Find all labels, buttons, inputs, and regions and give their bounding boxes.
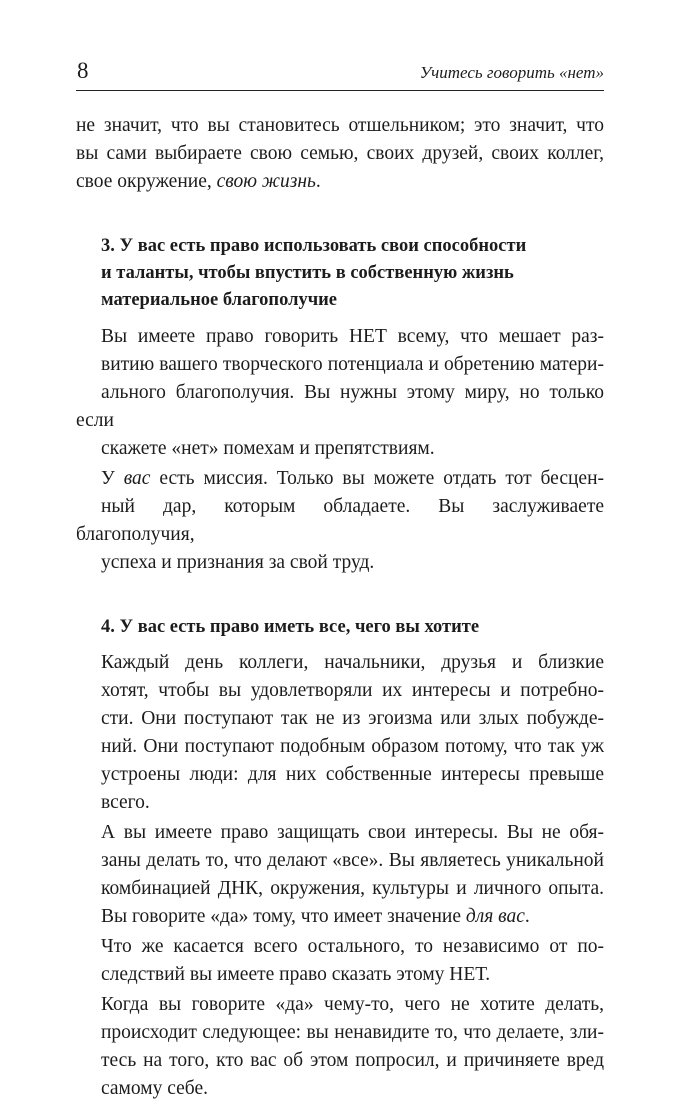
section-4-paragraph-4 [76,991,604,1103]
intro-paragraph [76,112,604,196]
heading-line: и таланты, чтобы впустить в собственную жизнь [101,263,514,283]
text-line: Вы имеете право говорить НЕТ всему, что мешает раз- [101,326,604,347]
text-line [76,903,604,931]
heading-line: 4. У вас есть право иметь все, чего вы хотите [101,617,480,637]
text-line: ального благополучия. Вы нужны этому миру, но только если [76,382,604,431]
emphasis-text: свою жизнь [216,171,316,192]
text-run: У [101,468,124,489]
section-4-heading [76,614,604,641]
section-4-paragraph-3 [76,933,604,989]
text-line: Каждый день коллеги, начальники, друзья и близкие [101,652,604,673]
emphasis-text: для вас [465,906,525,927]
text-line: ный дар, которым обладаете. Вы заслуживаете благополучия, [76,496,604,545]
text-line [76,168,604,196]
text-line: А вы имеете право защищать свои интересы. Вы не обя- [101,822,604,843]
heading-line: 3. У вас есть право использовать свои способности [101,236,527,256]
text-line: тесь на того, кто вас об этом попросил, и причиняете вред [101,1050,604,1071]
text-line: заны делать то, что делают «все». Вы являетесь уникальной [101,850,604,871]
text-line: всего. [101,792,150,813]
text-line: Когда вы говорите «да» чему-то, чего не хотите делать, [101,994,604,1015]
text-line: хотят, чтобы вы удовлетворяли их интересы и потребно- [101,680,604,701]
section-3-paragraph-2 [76,465,604,577]
page-content [76,112,604,1103]
text-line: Что же касается всего остального, то независимо от по- [101,936,604,957]
text-run: есть миссия. Только вы можете отдать тот бесцен- [150,468,604,489]
page-header [76,56,604,91]
section-4-paragraph-2 [76,819,604,931]
text-line: устроены люди: для них собственные интересы превыше [101,764,604,785]
running-title: Учитесь говорить «нет» [419,63,604,82]
text-line: вы сами выбираете свою семью, своих друзей, своих коллег, [76,143,604,164]
text-line: сти. Они поступают так не из эгоизма или злых побужде- [101,708,604,729]
text-line [76,465,604,493]
text-line: комбинацией ДНК, окружения, культуры и личного опыта. [101,878,604,899]
text-line: происходит следующее: вы ненавидите то, что делаете, зли- [101,1022,604,1043]
text-line: скажете «нет» помехам и препятствиям. [101,438,435,459]
text-line: самому себе. [101,1078,208,1099]
heading-line: материальное благополучие [101,290,338,310]
text-run: свое окружение, [76,171,217,192]
text-line: ний. Они поступают подобным образом потому, что так уж [101,736,604,757]
text-line: не значит, что вы становитесь отшельником; это значит, что [76,115,604,136]
text-line: витию вашего творческого потенциала и обретению матери- [101,354,604,375]
emphasis-text: вас [123,468,151,489]
text-line: следствий вы имеете право сказать этому НЕТ. [101,964,491,985]
section-3-heading [76,233,604,314]
page-number: 8 [77,58,89,83]
text-run: Вы говорите «да» тому, что имеет значение [101,906,466,927]
section-3-paragraph-1 [76,323,604,463]
text-run: . [524,906,530,927]
text-run: . [315,171,321,192]
section-4-paragraph-1 [76,649,604,817]
text-line: успеха и признания за свой труд. [101,552,375,573]
